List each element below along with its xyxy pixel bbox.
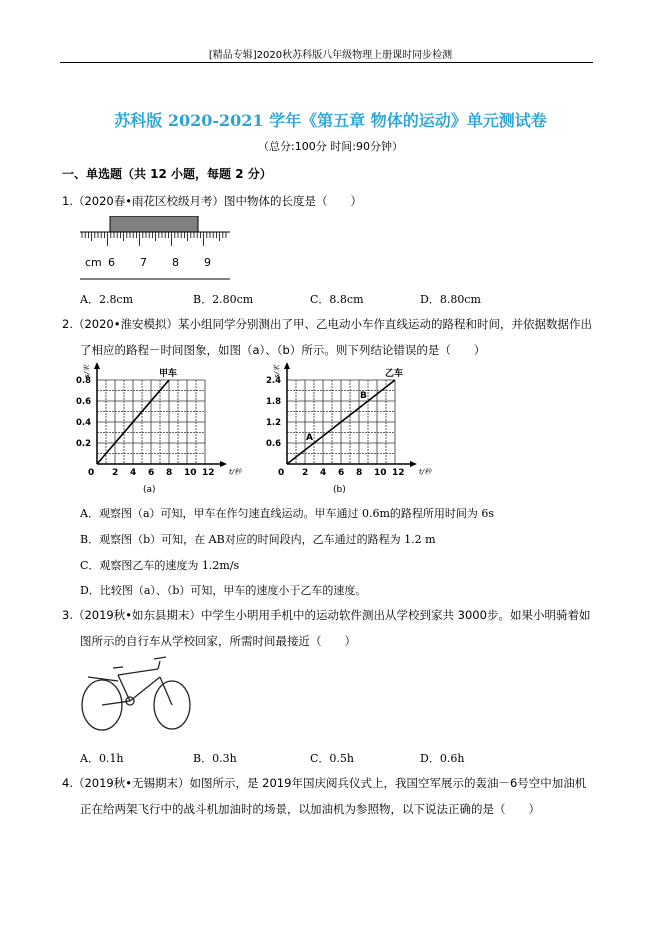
section-heading: 一、单选题（共 12 小题，每题 2 分） <box>62 167 272 181</box>
x-tick-label: 6 <box>148 468 155 478</box>
x-tick-label: 12 <box>392 468 405 478</box>
question-4-stem-line1: 4.（2019秋•无锡期末）如图所示，是 2019年国庆阅兵仪式上，我国空军展示的轰油－6号空中加油机 <box>62 776 587 790</box>
y-tick-label: 1.8 <box>266 397 282 407</box>
question-4-stem-line2: 正在给两架飞行中的战斗机加油时的场景，以加油机为参照物，以下说法正确的是（ ） <box>80 802 540 816</box>
series-label: 甲车 <box>159 369 178 379</box>
ruler-label-7: 7 <box>140 256 147 269</box>
q2-option-c[interactable]: C．观察图乙车的速度为 1.2m/s <box>80 559 240 572</box>
q1-option-a[interactable]: A．2.8cm <box>80 293 134 306</box>
document-title: 苏科版 2020-2021 学年《第五章 物体的运动》单元测试卷 <box>114 111 547 130</box>
point-label-a: A <box>306 433 313 443</box>
header-divider <box>60 62 593 63</box>
measured-object <box>110 216 198 232</box>
y-tick-label: 0.6 <box>266 439 282 449</box>
y-axis-arrow-icon <box>94 362 100 369</box>
ruler-label-8: 8 <box>172 256 179 269</box>
bicycle-image <box>80 655 195 735</box>
x-tick-label: 2 <box>302 468 309 478</box>
ruler-figure <box>80 216 240 282</box>
q3-option-c[interactable]: C．0.5h <box>310 752 354 765</box>
q3-option-b[interactable]: B．0.3h <box>193 752 237 765</box>
q3-option-a[interactable]: A．0.1h <box>80 752 124 765</box>
chart-caption: (a) <box>143 485 156 494</box>
question-2-stem-line2: 了相应的路程－时间图象，如图（a）、（b）所示。则下列结论错误的是（ ） <box>80 343 486 357</box>
exam-info: （总分:100分 时间:90分钟） <box>258 140 403 153</box>
y-tick-label: 0.6 <box>76 397 92 407</box>
q1-option-d[interactable]: D．8.80cm <box>420 293 481 306</box>
q2-option-b[interactable]: B．观察图（b）可知，在 AB对应的时间段内，乙车通过的路程为 1.2 m <box>80 533 436 546</box>
ruler-label-6: 6 <box>108 256 115 269</box>
question-1-stem: 1.（2020春•雨花区校级月考）图中物体的长度是（ ） <box>62 194 363 208</box>
x-tick-label: 4 <box>130 468 137 478</box>
q2-option-d[interactable]: D．比较图（a）、（b）可知，甲车的速度小于乙车的速度。 <box>80 584 367 597</box>
y-tick-label: 1.2 <box>266 418 282 428</box>
x-tick-label: 0 <box>88 468 95 478</box>
question-3-stem-line2: 图所示的自行车从学校回家，所需时间最接近（ ） <box>80 634 356 648</box>
chart-a <box>75 362 260 494</box>
q3-option-d[interactable]: D．0.6h <box>420 752 465 765</box>
chart-caption: (b) <box>333 485 346 494</box>
ruler-unit: cm <box>85 256 102 269</box>
question-3-stem-line1: 3.（2019秋•如东县期末）中学生小明用手机中的运动软件测出从学校到家共 3000步。如果小明骑着如 <box>62 608 591 622</box>
page-header: [精品专辑]2020秋苏科版八年级物理上册课时同步检测 <box>208 50 453 61</box>
x-tick-label: 8 <box>166 468 173 478</box>
series-label: 乙车 <box>385 369 404 379</box>
x-tick-label: 0 <box>278 468 285 478</box>
x-tick-label: 10 <box>184 468 197 478</box>
q1-option-b[interactable]: B．2.80cm <box>193 293 254 306</box>
y-tick-label: 0.8 <box>76 376 92 386</box>
y-axis-arrow-icon <box>284 362 290 369</box>
y-tick-label: 0.4 <box>76 418 92 428</box>
chart-b <box>265 362 450 494</box>
x-axis-label: t/秒 <box>419 468 432 476</box>
x-tick-label: 2 <box>112 468 119 478</box>
ruler-ticks <box>82 232 226 246</box>
x-axis-arrow-icon <box>220 461 227 467</box>
question-2-stem-line1: 2.（2020•淮安模拟）某小组同学分别测出了甲、乙电动小车作直线运动的路程和时间，并依据数据作出 <box>62 317 593 331</box>
x-tick-label: 12 <box>202 468 215 478</box>
point-label-b: B <box>360 391 367 401</box>
y-axis-label: s/米 <box>83 364 91 378</box>
q1-option-c[interactable]: C．8.8cm <box>310 293 364 306</box>
y-tick-label: 0.2 <box>76 439 92 449</box>
y-tick-label: 2.4 <box>266 376 282 386</box>
x-tick-label: 10 <box>374 468 387 478</box>
q2-option-a[interactable]: A．观察图（a）可知，甲车在作匀速直线运动。甲车通过 0.6m的路程所用时间为 6s <box>80 507 495 520</box>
x-tick-label: 4 <box>320 468 327 478</box>
x-axis-arrow-icon <box>410 461 417 467</box>
x-tick-label: 6 <box>338 468 345 478</box>
ruler-label-9: 9 <box>204 256 211 269</box>
x-axis-label: t/秒 <box>229 468 242 476</box>
y-axis-label: s/米 <box>273 364 281 378</box>
x-tick-label: 8 <box>356 468 363 478</box>
